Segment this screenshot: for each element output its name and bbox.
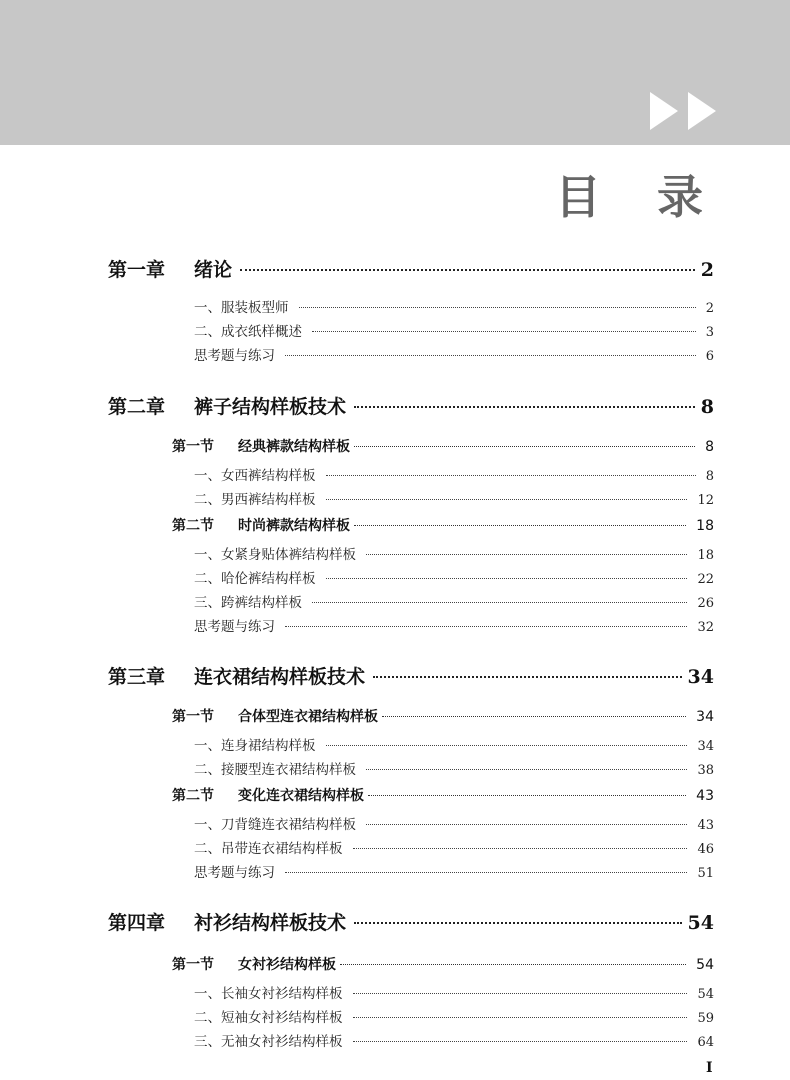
- item-title: 一、女西裤结构样板: [194, 468, 316, 484]
- dot-leader: [382, 716, 686, 717]
- page-number: 8: [705, 469, 714, 484]
- dot-leader: [353, 1017, 688, 1018]
- toc-item[interactable]: [194, 758, 714, 778]
- item-title: 二、接腰型连衣裙结构样板: [194, 762, 356, 778]
- toc-item[interactable]: [194, 344, 714, 364]
- dot-leader: [299, 307, 696, 308]
- dot-leader: [353, 993, 688, 994]
- page-number: 34: [696, 709, 714, 725]
- page-number: 34: [687, 666, 714, 688]
- dot-leader: [368, 795, 686, 796]
- page-number: 51: [697, 866, 714, 881]
- item-title: 二、哈伦裤结构样板: [194, 571, 316, 587]
- page-number: 34: [697, 739, 714, 754]
- page-number: 43: [696, 788, 714, 804]
- toc-item[interactable]: [194, 861, 714, 881]
- item-title: 二、男西裤结构样板: [194, 492, 316, 508]
- page-number: 54: [697, 987, 714, 1002]
- toc-chapter-3[interactable]: [108, 662, 714, 689]
- section-number: 第一节: [172, 709, 214, 725]
- section-number: 第二节: [172, 518, 214, 534]
- page-number: 32: [697, 620, 714, 635]
- toc-item[interactable]: [194, 813, 714, 833]
- dot-leader: [285, 626, 687, 627]
- dot-leader: [285, 355, 696, 356]
- item-title: 三、无袖女衬衫结构样板: [194, 1034, 343, 1050]
- dot-leader: [326, 475, 696, 476]
- section-title: 变化连衣裙结构样板: [238, 788, 364, 804]
- toc-chapter-1[interactable]: [108, 255, 714, 282]
- page-number: 54: [696, 957, 714, 973]
- toc-section[interactable]: [172, 706, 714, 726]
- section-number: 第二节: [172, 788, 214, 804]
- toc-section[interactable]: [172, 515, 714, 535]
- page-number: 54: [687, 912, 714, 934]
- dot-leader: [366, 769, 687, 770]
- chapter-title: 连衣裙结构样板技术: [194, 666, 366, 688]
- toc-item[interactable]: [194, 320, 714, 340]
- dot-leader: [354, 525, 686, 526]
- item-title: 思考题与练习: [194, 348, 275, 364]
- page-number: 8: [705, 439, 714, 455]
- chapter-number: 第四章: [108, 912, 166, 934]
- page-number: 2: [700, 259, 714, 281]
- item-title: 一、服装板型师: [194, 300, 289, 316]
- section-number: 第一节: [172, 439, 214, 455]
- dot-leader: [354, 446, 695, 447]
- dot-leader: [240, 269, 695, 271]
- item-title: 一、女紧身贴体裤结构样板: [194, 547, 356, 563]
- dot-leader: [366, 824, 687, 825]
- page-number: 22: [697, 572, 714, 587]
- toc-chapter-4[interactable]: [108, 908, 714, 935]
- page-number: 18: [696, 518, 714, 534]
- dot-leader: [326, 578, 688, 579]
- toc-chapter-2[interactable]: [108, 392, 714, 419]
- page-number: 46: [697, 842, 714, 857]
- dot-leader: [326, 499, 688, 500]
- chapter-title: 衬衫结构样板技术: [194, 912, 347, 934]
- toc-item[interactable]: [194, 837, 714, 857]
- item-title: 三、跨裤结构样板: [194, 595, 302, 611]
- double-arrow-icon: [650, 92, 720, 130]
- dot-leader: [285, 872, 687, 873]
- chapter-title: 绪论: [194, 259, 233, 281]
- item-title: 二、短袖女衬衫结构样板: [194, 1010, 343, 1026]
- section-title: 合体型连衣裙结构样板: [238, 709, 378, 725]
- dot-leader: [312, 331, 696, 332]
- item-title: 思考题与练习: [194, 865, 275, 881]
- toc-item[interactable]: [194, 615, 714, 635]
- toc-item[interactable]: [194, 734, 714, 754]
- toc-section[interactable]: [172, 954, 714, 974]
- dot-leader: [312, 602, 687, 603]
- chapter-title: 裤子结构样板技术: [194, 396, 347, 418]
- section-title: 女衬衫结构样板: [238, 957, 336, 973]
- item-title: 一、刀背缝连衣裙结构样板: [194, 817, 356, 833]
- toc-item[interactable]: [194, 982, 714, 1002]
- page-number: 12: [697, 493, 714, 508]
- section-number: 第一节: [172, 957, 214, 973]
- page-number: 64: [697, 1035, 714, 1050]
- toc-section[interactable]: [172, 785, 714, 805]
- chapter-number: 第三章: [108, 666, 166, 688]
- page-folio: I: [706, 1060, 713, 1076]
- toc-item[interactable]: [194, 567, 714, 587]
- dot-leader: [373, 676, 682, 678]
- dot-leader: [366, 554, 687, 555]
- item-title: 二、成衣纸样概述: [194, 324, 302, 340]
- page-number: 59: [697, 1011, 714, 1026]
- page-number: 3: [705, 325, 714, 340]
- section-title: 时尚裤款结构样板: [238, 518, 350, 534]
- toc-item[interactable]: [194, 488, 714, 508]
- toc-item[interactable]: [194, 591, 714, 611]
- dot-leader: [354, 922, 682, 924]
- page-number: 18: [697, 548, 714, 563]
- toc-section[interactable]: [172, 436, 714, 456]
- dot-leader: [354, 406, 695, 408]
- toc-item[interactable]: [194, 543, 714, 563]
- toc-item[interactable]: [194, 1030, 714, 1050]
- toc-item[interactable]: [194, 1006, 714, 1026]
- dot-leader: [340, 964, 686, 965]
- item-title: 一、长袖女衬衫结构样板: [194, 986, 343, 1002]
- item-title: 思考题与练习: [194, 619, 275, 635]
- page-number: 26: [697, 596, 714, 611]
- toc-item[interactable]: [194, 296, 714, 316]
- page-number: 2: [705, 301, 714, 316]
- dot-leader: [353, 1041, 688, 1042]
- item-title: 一、连身裙结构样板: [194, 738, 316, 754]
- dot-leader: [326, 745, 688, 746]
- chapter-number: 第一章: [108, 259, 166, 281]
- chapter-number: 第二章: [108, 396, 166, 418]
- page-number: 8: [700, 396, 714, 418]
- page-number: 43: [697, 818, 714, 833]
- page-number: 6: [705, 349, 714, 364]
- item-title: 二、吊带连衣裙结构样板: [194, 841, 343, 857]
- toc-item[interactable]: [194, 464, 714, 484]
- section-title: 经典裤款结构样板: [238, 439, 350, 455]
- dot-leader: [353, 848, 688, 849]
- page-number: 38: [697, 763, 714, 778]
- page-title: 目录: [555, 170, 759, 224]
